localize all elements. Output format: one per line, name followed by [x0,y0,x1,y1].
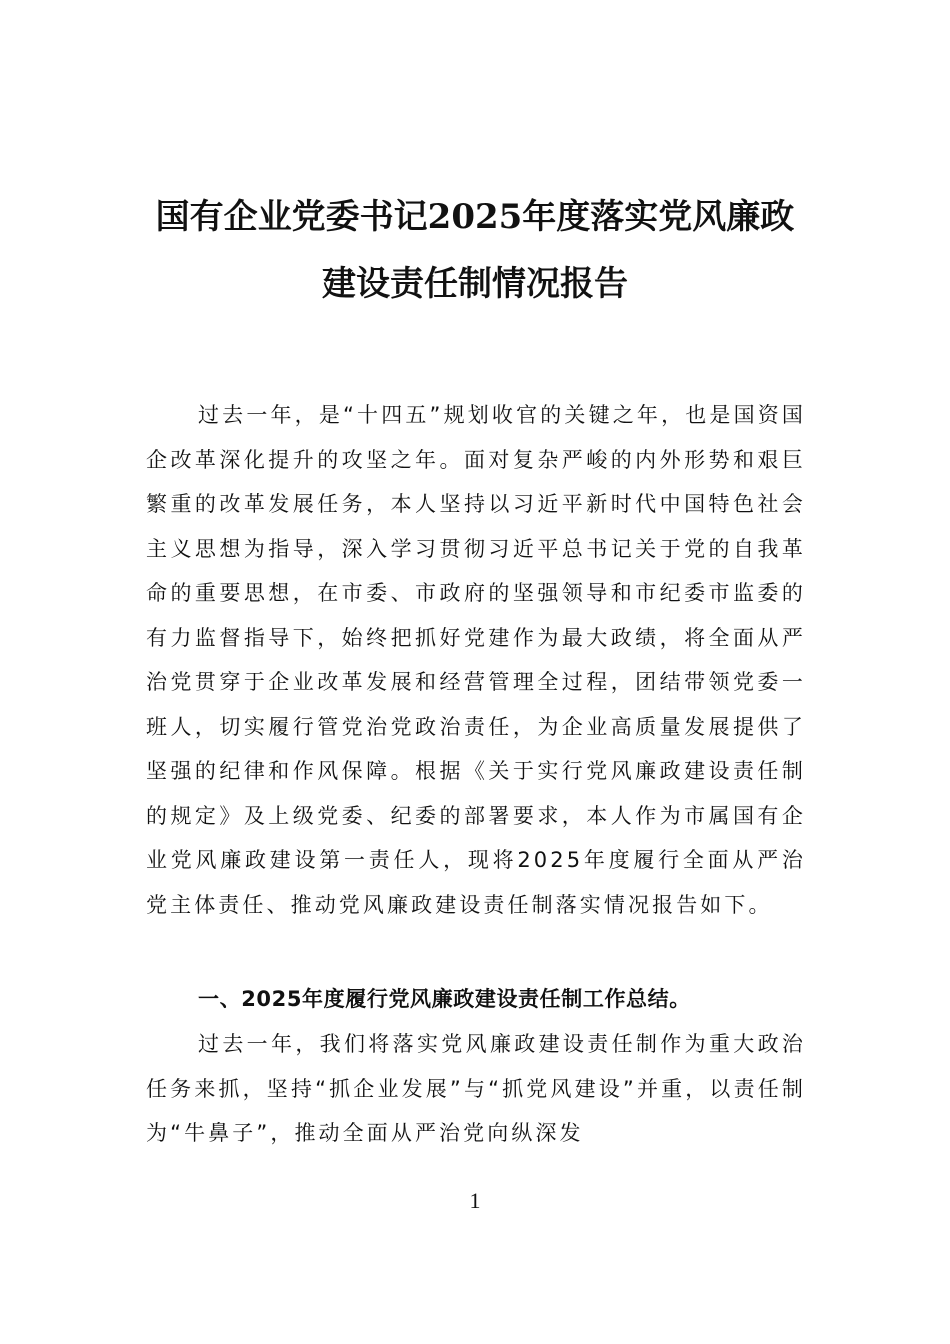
document-title-line-2: 建设责任制情况报告 [322,264,628,304]
section-1-paragraph: 过去一年，我们将落实党风廉政建设责任制作为重大政治任务来抓，坚持“抓企业发展”与“抓党风建设”并重，以责任制为“牛鼻子”，推动全面从严治党向纵深发 [146,1032,806,1145]
intro-paragraph: 过去一年，是“十四五”规划收官的关键之年，也是国资国企改革深化提升的攻坚之年。面对复杂严峻的内外形势和艰巨繁重的改革发展任务，本人坚持以习近平新时代中国特色社会主义思想为指导，深入学习贯彻习近平总书记关于党的自我革命的重要思想，在市委、市政府的坚强领导和市纪委市监委的有力监督指导下，始终把抓好党建作为最大政绩，将全面从严治党贯穿于企业改革发展和经营管理全过程，团结带领党委一班人，切实履行管党治党政治责任，为企业高质量发展提供了坚强的纪律和作风保障。根据《关于实行党风廉政建设责任制的规定》及上级党委、纪委的部署要求，本人作为市属国有企业党风廉政建设第一责任人，现将2025年度履行全面从严治党主体责任、推动党风廉政建设责任制落实情况报告如下。 [146,403,806,917]
section-heading-1: 一、2025年度履行党风廉政建设责任制工作总结。 [198,987,691,1011]
document-title-line-1: 国有企业党委书记2025年度落实党风廉政 [155,197,795,237]
page-number: 1 [469,1188,481,1213]
